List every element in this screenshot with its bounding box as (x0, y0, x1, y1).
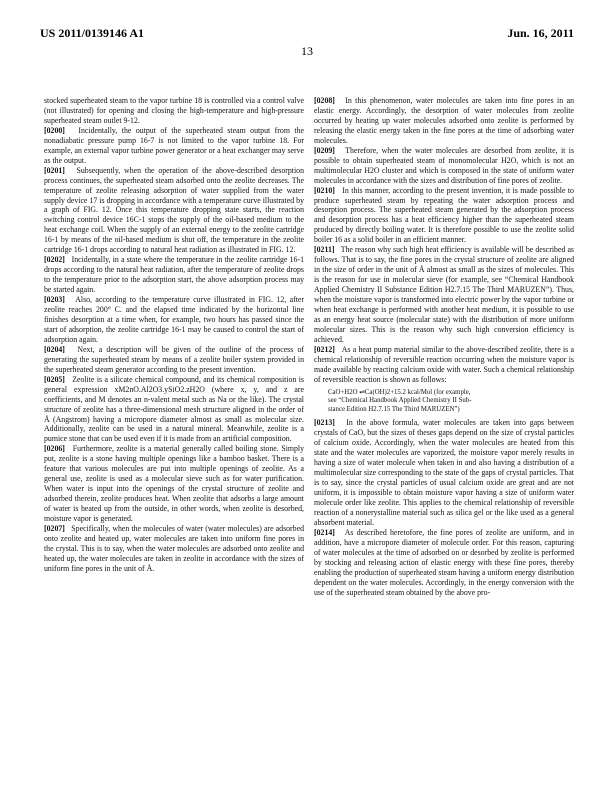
chemical-formula (328, 389, 574, 415)
paragraph-0207: [0207] Specifically, when the molecules of water (water molecules) are adsorbed onto zeolite and heated up, water molecules are taken into uniform fine pores in the crystal. This is to say, when the water molecules are adsorbed onto zeolite and heated up, the water molecules are taken in zeolite in accordance with the sizes of uniform fine pores in the unit of Å. (44, 523, 304, 573)
formula-line: stance Edition H2.7.15 The Third MARUZEN”) (328, 405, 460, 413)
paragraph-0205: [0205] Zeolite is a silicate chemical compound, and its chemical composition is general expression xM2nO.Al2O3.ySiO2.zH2O (where x, y, and z are coefficients, and M denotes an n-valent metal such as Na or the like). The crystal structure of zeolite has a three-dimensional mesh structure aligned in the order of Å (Angstrom) having a micropore diameter almost as small as molecular size. Additionally, zeolite can be used in a natural mineral. Meanwhile, zeolite is a pumice stone that can be used even if it is made from an artificial composition. (44, 374, 304, 444)
paragraph-0209: [0209] Therefore, when the water molecules are desorbed from zeolite, it is possible to obtain superheated steam of monomolecular H2O, which is not an multimolecular H2O cluster and which is composed in the state of uniform water molecules in accordance with the sizes and distribution of fine pores of zeolite. (314, 145, 574, 185)
publication-date: Jun. 16, 2011 (507, 26, 574, 40)
paragraph-0204: [0204] Next, a description will be given of the outline of the process of generating the superheated steam by means of a zeolite boiler system provided in the superheated steam generator according to the present invention. (44, 344, 304, 374)
paragraph-0200: [0200] Incidentally, the output of the superheated steam output from the nonadiabatic pressure pump 16-7 is not limited to the vapor turbine 18. For example, an external vapor turbine power generator or a heat exchanger may serve as the output. (44, 125, 304, 165)
paragraph-0203: [0203] Also, according to the temperature curve illustrated in FIG. 12, after zeolite reaches 200° C. and the elapsed time indicated by the horizontal line finishes desorption at a time when, for example, two hours has passed since the start of adsorption, the zeolite cartridge 16-1 may be caused to control the start of adsorption again. (44, 295, 305, 344)
paragraph-0210: [0210] In this manner, according to the present invention, it is made possible to produce superheated steam by repeating the water adsorption process and desorption process. The superheated steam generated by the adsorption process and desorption process has a heat efficiency higher than the superheated steam produced by directly boiling water. It is therefore possible to use the zeolite solid boiler 16 as a solid boiler in an efficient manner. (314, 185, 574, 245)
paragraph-0213: [0213] In the above formula, water molecules are taken into gaps between crystals of CaO, but the sizes of theses gaps depend on the size of crystal particles of calcium oxide. Accordingly, when the water molecules are heated from this state and the water molecules are vaporized, the moisture vapor merely results in having a size of water molecule when taken in and also having a distribution of a multimolecular size corresponding to the state of the gaps of crystal particles. That is to say, since the crystal particles of usual calcium oxide are great and are not uniform, it is impossible to obtain moisture vapor having a size of uniform water molecule order like zeolite. This applies to the chemical relationship of reversible reaction of a nonerystalline material such as silica gel or the like used as a general absorbent material. (314, 418, 574, 527)
paragraph-0202: [0202] Incidentally, in a state where the temperature in the zeolite cartridge 16-1 drops according to the natural heat radiation, after the temperature of zeolite drops to the temperature prior to the adsorption start, the above adsorption process may be started again. (44, 255, 304, 295)
paragraph-0201: [0201] Subsequently, when the operation of the above-described desorption process continues, the superheated steam adsorbed onto the zeolite decreases. The temperature of zeolite releasing adsorption of water supplied from the water supply device 17 is dropping in accordance with a temperature curve illustrated by a graph of FIG. 12. Once this temperature dropping state starts, the reaction switching control device 16C-1 stops the supply of the oil-based medium to the heat exchange coil. When the supply of an external energy to the zeolite cartridge 16-1 by means of the oil-based medium is shut off, the temperature in the zeolite cartridge 16-1 drops according to natural heat radiation as illustrated in FIG. 12. (44, 165, 304, 255)
patent-number: US 2011/0139146 A1 (40, 26, 145, 40)
paragraph-continuation: stocked superheated steam to the vapor turbine 18 is controlled via a control valve (not illustrated) for opening and closing the high-temperature and high-pressure superheated steam outlet 9-12. (44, 96, 304, 125)
left-column (44, 96, 304, 574)
paragraph-0211: [0211] The reason why such high heat efficiency is available will be described as follows. That is to say, the fine pores in the crystal structure of zeolite are aligned in the size of order in the unit of Å almost as small as the sizes of molecules. This is the reason for use in molecular sieve (for example, see “Chemical Handbook Applied Chemistry II Substance Edition H2.7.15 The Third MARUZEN”). Thus, when the moisture vapor is transformed into electric power by the vapor turbine or when heat exchange is performed with another heat medium, it is possible to use as an energy heat source (molecular state) with the distribution of more uniform molecular sizes. This is the reason why such high conversion efficiency is achieved. (314, 245, 574, 344)
paragraph-0212: [0212] As a heat pump material similar to the above-described zeolite, there is a chemical relationship of reversible reaction occurring when the moisture vapor is made available by reacting calcium oxide with water. Such a chemical relationship of reversible reaction is shown as follows: (314, 344, 574, 384)
formula-line: CaO+H2O ⇌Ca(OH)2+15.2 kcal/Mol (for example, (328, 388, 471, 396)
paragraph-0206: [0206] Furthermore, zeolite is a material generally called boiling stone. Simply put, zeolite is a stone having multiple openings like a bamboo basket. There is a feature that various molecules are put into multiple openings of zeolite. As a general use, zeolite is used as a molecular sieve such as for water purification. When water is input into the openings of the crystal structure of zeolite and adsorbed therein, zeolite produces heat. When zeolite that adsorbs a large amount of water is heated up from the outside, in other words, when zeolite is desorbed, moisture vapor is generated. (44, 444, 304, 524)
paragraph-0214: [0214] As described heretofore, the fine pores of zeolite are uniform, and in addition, have a micropore diameter of molecule order. For this reason, capturing of water molecules at the time of adsorbed on or desorbed by zeolite is performed by stocking and releasing action of elastic energy with these fine pores, thereby enabling the production of superheated steam having a uniform energy distribution dependent on the water molecules. Accordingly, in the energy conversion with the use of the superheated steam obtained by the above pro- (314, 527, 574, 597)
paragraph-0208: [0208] In this phenomenon, water molecules are taken into fine pores in an elastic energy. Accordingly, the desorption of water molecules from zeolite occurred by heating up water molecules adsorbed onto zeolite is performed by releasing the elastic energy taken in the fine pores at the time of adsorbing water molecules. (314, 96, 574, 145)
right-column (314, 96, 574, 598)
page-number: 13 (301, 44, 313, 58)
formula-line: see “Chemical Handbook Applied Chemistry II Sub- (328, 397, 472, 405)
